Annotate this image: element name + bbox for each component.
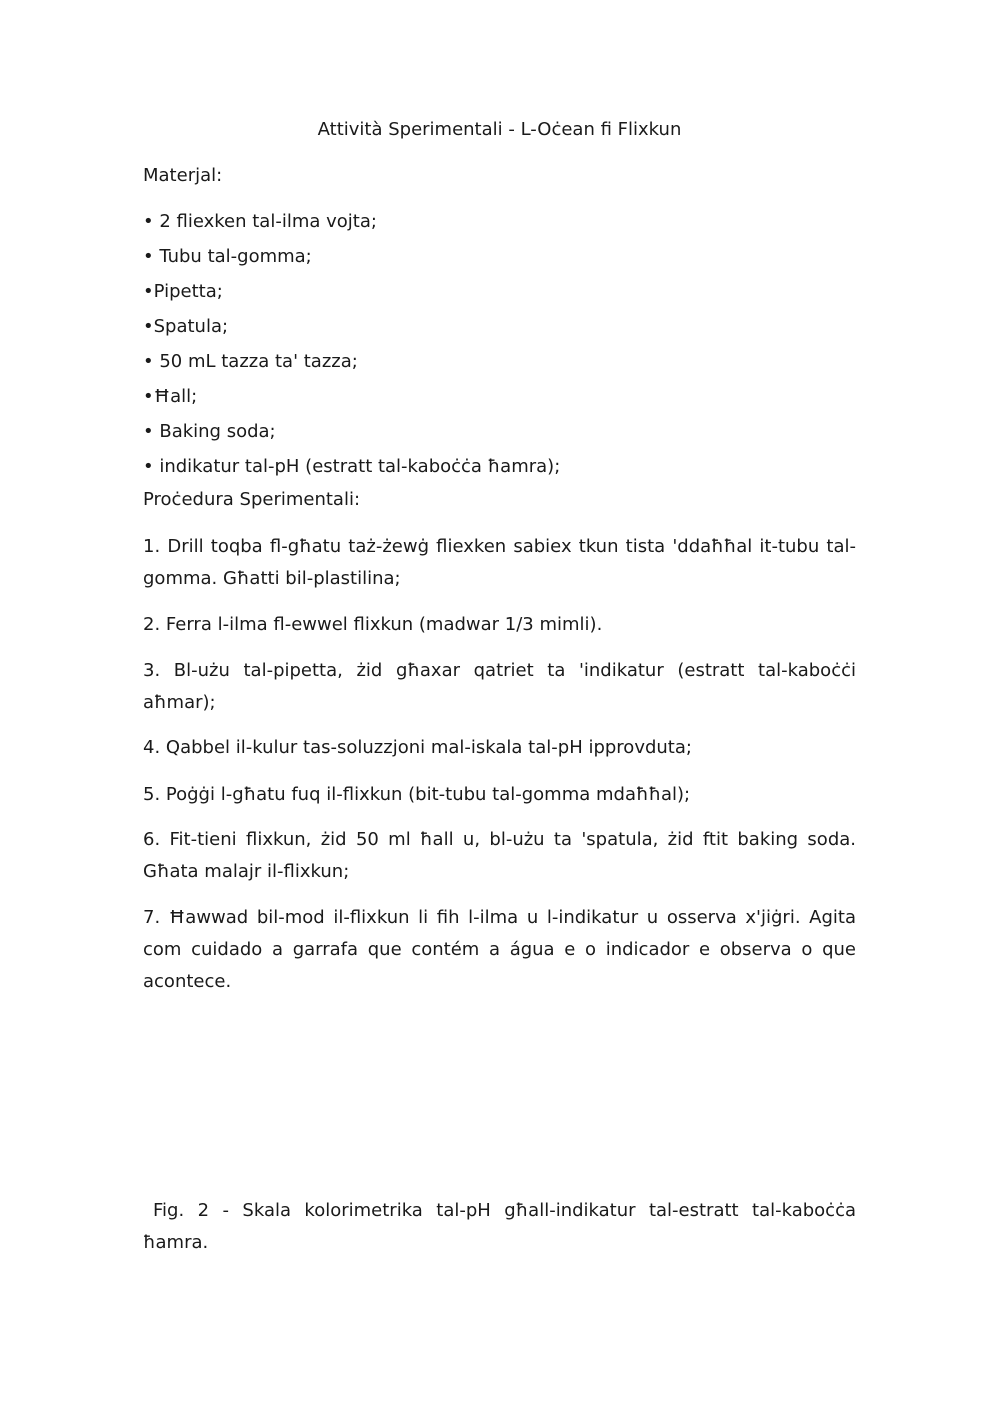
materials-item: •Pipetta; [143, 281, 223, 302]
procedure-step: 6. Fit-tieni flixkun, żid 50 ml ħall u, bl-użu ta 'spatula, żid ftit baking soda. Għata malajr il-flixkun; [143, 829, 856, 882]
materials-item: •Spatula; [143, 316, 229, 337]
procedure-heading: Proċedura Sperimentali: [143, 489, 361, 510]
procedure-step: 5. Poġġi l-għatu fuq il-flixkun (bit-tubu tal-gomma mdaħħal); [143, 784, 691, 805]
materials-item: • Baking soda; [143, 421, 276, 442]
materials-item: • 2 fliexken tal-ilma vojta; [143, 211, 377, 232]
materials-item: • indikatur tal-pH (estratt tal-kaboċċa ħamra); [143, 456, 561, 477]
materials-heading: Materjal: [143, 165, 223, 186]
materials-item: • Tubu tal-gomma; [143, 246, 312, 267]
figure-caption: Fig. 2 - Skala kolorimetrika tal-pH għall-indikatur tal-estratt tal-kaboċċa ħamra. [143, 1200, 856, 1253]
materials-item: •Ħall; [143, 386, 198, 407]
procedure-step: 3. Bl-użu tal-pipetta, żid għaxar qatriet ta 'indikatur (estratt tal-kaboċċi aħmar); [143, 660, 856, 713]
procedure-step: 7. Ħawwad bil-mod il-flixkun li fih l-ilma u l-indikatur u osserva x'jiġri. Agita com cuidado a garrafa que contém a água e o indicador e observa o que acontece. [143, 907, 856, 992]
document-title: Attività Sperimentali - L-Oċean fi Flixkun [317, 119, 682, 140]
materials-list [143, 210, 560, 490]
procedure-step: 1. Drill toqba fl-għatu taż-żewġ fliexken sabiex tkun tista 'ddaħħal it-tubu tal-gomma. Għatti bil-plastilina; [143, 536, 856, 589]
procedure-step: 2. Ferra l-ilma fl-ewwel flixkun (madwar 1/3 mimli). [143, 614, 603, 635]
materials-item: • 50 mL tazza ta' tazza; [143, 351, 358, 372]
procedure-step: 4. Qabbel il-kulur tas-soluzzjoni mal-iskala tal-pH ipprovduta; [143, 737, 692, 758]
